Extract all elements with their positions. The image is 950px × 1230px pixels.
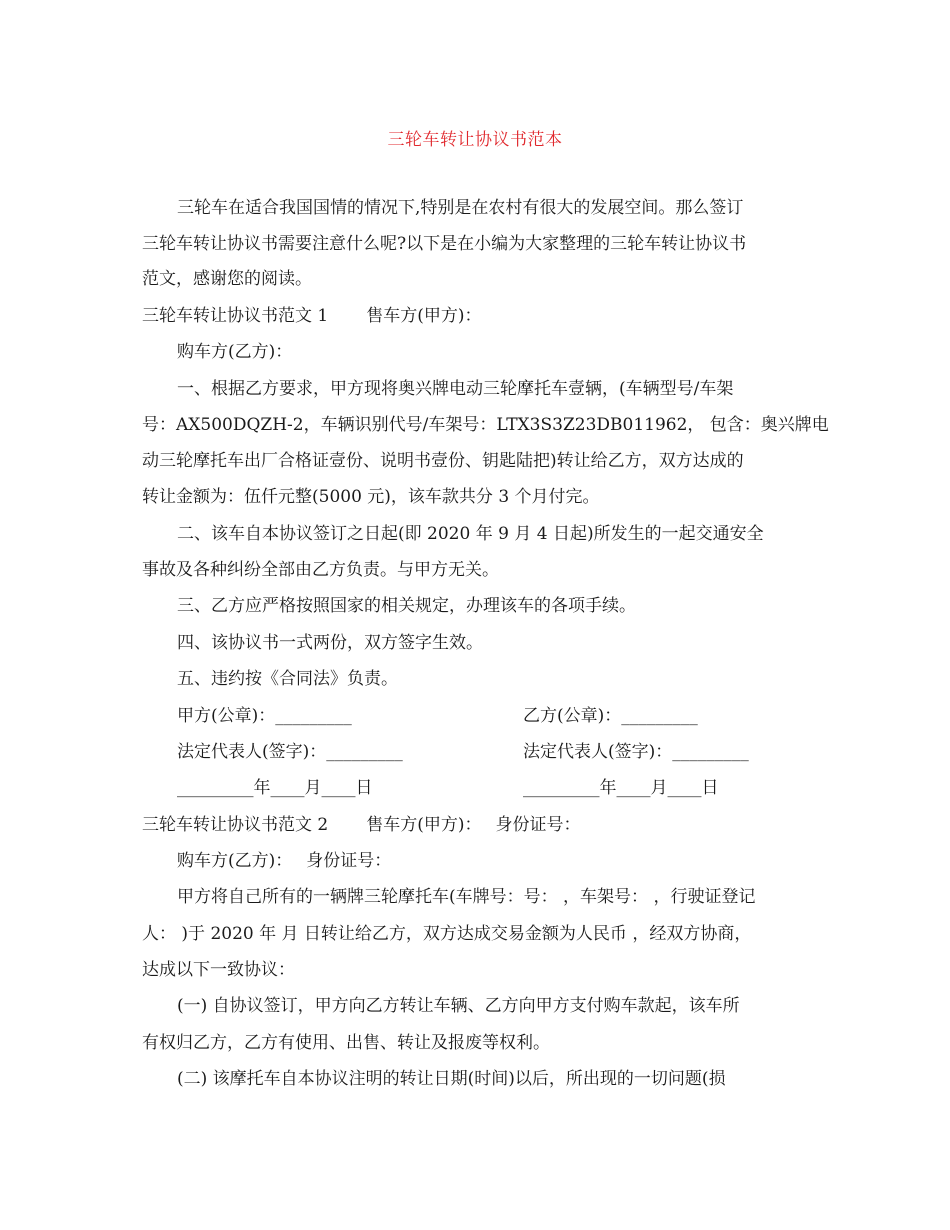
sample1-heading-row [142,305,482,327]
document-title: 三轮车转让协议书范本 [387,130,563,150]
party-b-seal: 乙方(公章)：_________ [523,706,698,726]
sample2-para-line: 达成以下一致协议： [142,960,295,980]
party-b-date: _________年____月____日 [523,778,719,798]
item1-line: 有权归乙方，乙方有使用、出售、转让及报废等权利。 [142,1033,550,1053]
sample2-heading: 三轮车转让协议书范文 2 [142,815,329,835]
clause2-line: 二、该车自本协议签订之日起(即 2020 年 9 月 4 日起)所发生的一起交通安全 [177,524,764,544]
sample2-heading-row [142,814,581,836]
intro-line: 范文，感谢您的阅读。 [142,269,312,289]
sample2-seller-label: 售车方(甲方)： [366,815,482,835]
clause1-line: 号：AX500DQZH-2，车辆识别代号/车架号：LTX3S3Z23DB011962， 包含：奥兴牌电 [142,415,829,435]
item1-line: (一) 自协议签订，甲方向乙方转让车辆、乙方向甲方支付购车款起，该车所 [177,996,740,1016]
clause1-line: 转让金额为：伍仟元整(5000 元)，该车款共分 3 个月付完。 [142,487,600,507]
sample1-seller-label: 售车方(甲方)： [366,306,482,326]
party-b-representative: 法定代表人(签字)：_________ [523,742,749,762]
sample2-seller-id: 身份证号： [495,815,581,835]
sample2-para-line: 甲方将自己所有的一辆牌三轮摩托车(车牌号：号： ，车架号： ，行驶证登记 [177,887,756,907]
party-a-date: _________年____月____日 [177,778,373,798]
intro-line: 三轮车在适合我国国情的情况下,特别是在农村有很大的发展空间。那么签订 [177,198,744,218]
sample2-buyer-id: 身份证号： [306,851,392,871]
item2-line: (二) 该摩托车自本协议注明的转让日期(时间)以后，所出现的一切问题(损 [177,1069,726,1089]
intro-line: 三轮车转让协议书需要注意什么呢?以下是在小编为大家整理的三轮车转让协议书 [142,234,747,254]
sample1-heading: 三轮车转让协议书范文 1 [142,306,329,326]
clause2-line: 事故及各种纠纷全部由乙方负责。与甲方无关。 [142,560,499,580]
sample1-buyer-label: 购车方(乙方)： [177,342,293,362]
sample2-buyer-label: 购车方(乙方)： [177,851,293,871]
clause5: 五、违约按《合同法》负责。 [177,669,398,689]
sample2-buyer-row [177,850,391,872]
clause3: 三、乙方应严格按照国家的相关规定，办理该车的各项手续。 [177,596,636,616]
clause4: 四、该协议书一式两份，双方签字生效。 [177,633,483,653]
party-a-seal: 甲方(公章)：_________ [177,706,352,726]
party-a-representative: 法定代表人(签字)：_________ [177,742,403,762]
clause1-line: 动三轮摩托车出厂合格证壹份、说明书壹份、钥匙陆把)转让给乙方，双方达成的 [142,451,744,471]
sample2-para-line: 人： )于 2020 年 月 日转让给乙方，双方达成交易金额为人民币 ，经双方协商， [142,924,752,944]
clause1-line: 一、根据乙方要求，甲方现将奥兴牌电动三轮摩托车壹辆，(车辆型号/车架 [177,379,734,399]
